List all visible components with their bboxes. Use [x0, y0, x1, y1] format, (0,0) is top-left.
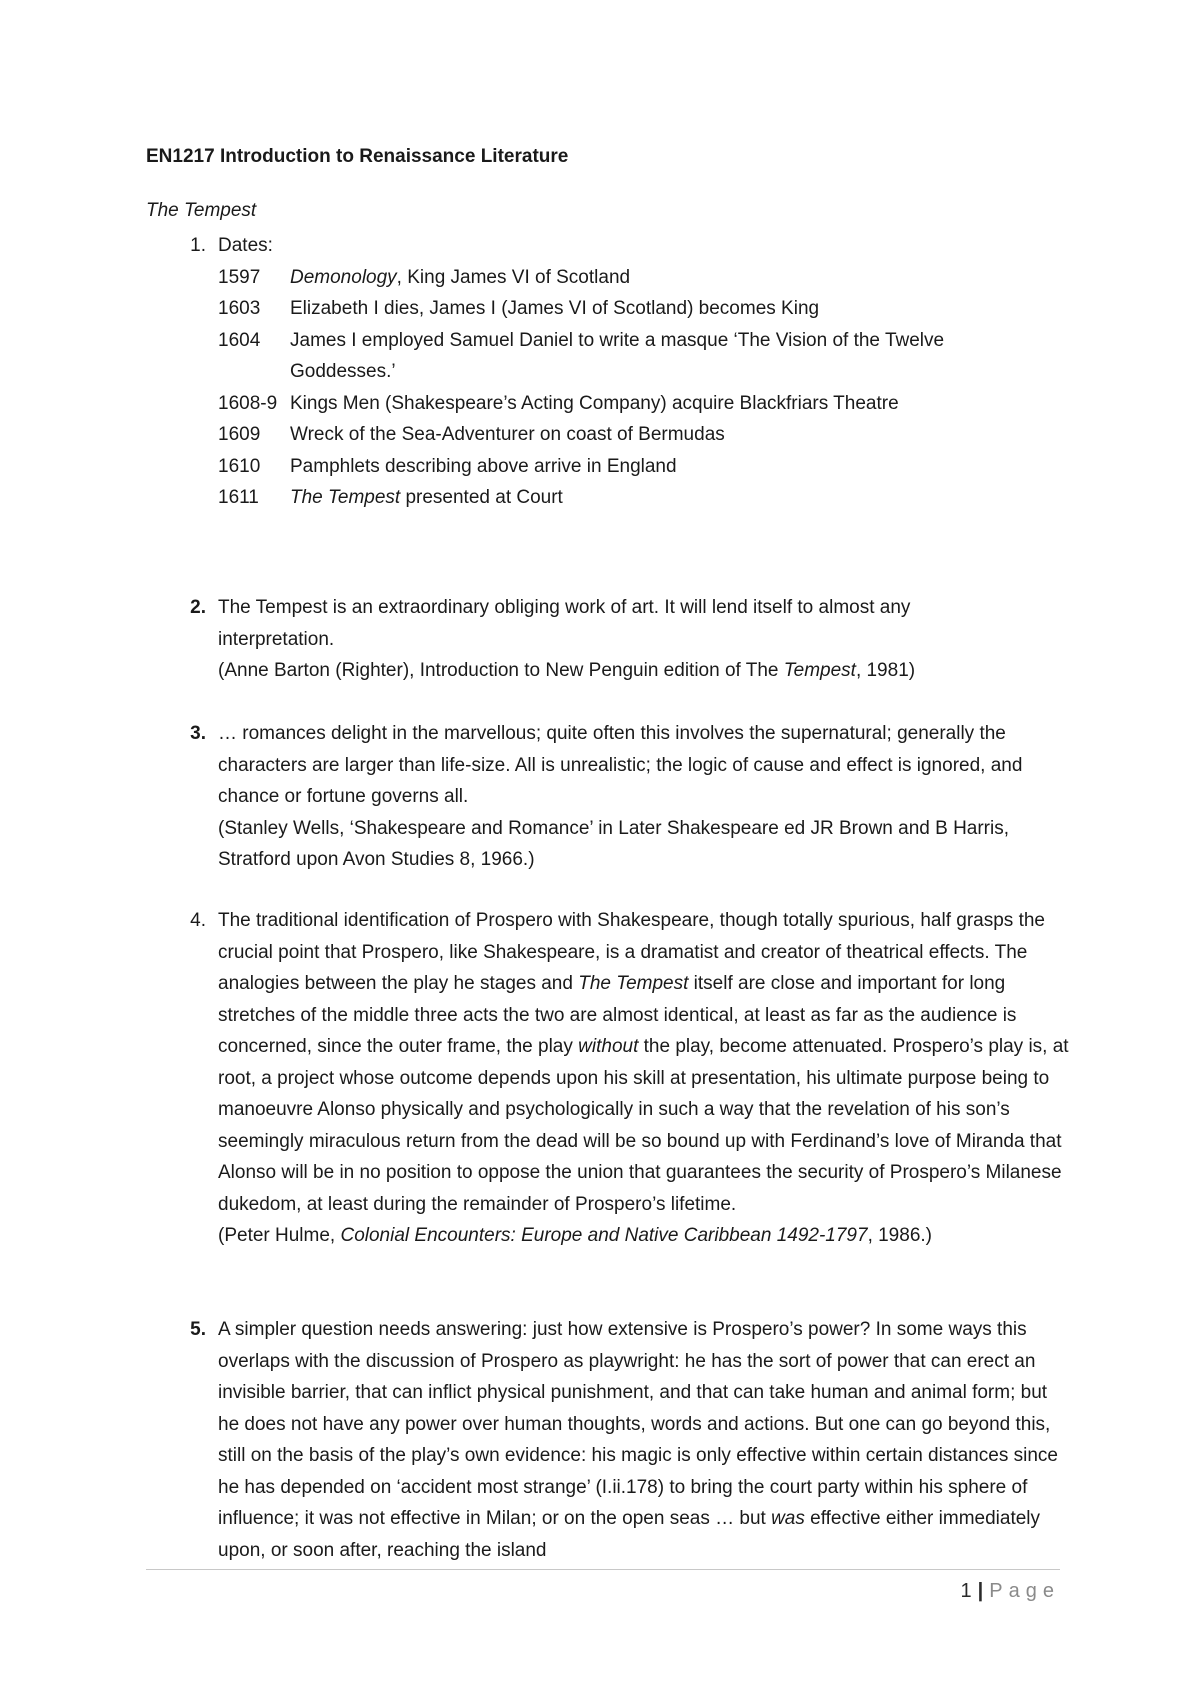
dates-label: Dates:: [218, 235, 273, 256]
date-year: 1611: [218, 487, 259, 508]
date-row: [218, 451, 1068, 483]
item-number: 4.: [190, 910, 206, 931]
date-event-text: Wreck of the Sea-Adventurer on coast of Bermudas: [290, 424, 725, 445]
date-row: [218, 482, 1068, 514]
quote-text: The Tempest is an extraordinary obliging work of art. It will lend itself to almost any interpretation.: [218, 597, 911, 650]
page-footer: [961, 1580, 1060, 1603]
course-title: EN1217 Introduction to Renaissance Literature: [146, 146, 569, 167]
date-year: 1610: [218, 455, 261, 477]
date-row: [218, 262, 1068, 294]
date-event-text: Kings Men (Shakespeare’s Acting Company) acquire Blackfriars Theatre: [290, 392, 899, 414]
date-event-title: The Tempest: [290, 487, 401, 508]
page-number: 1: [960, 1580, 972, 1602]
date-year: 1608-9: [218, 392, 278, 414]
quote-citation: (Stanley Wells, ‘Shakespeare and Romance’ in Later Shakespeare ed JR Brown and B Harris, Stratford upon Avon Studies 8, 1966.): [218, 817, 1010, 870]
item-number: 1.: [190, 235, 206, 256]
date-row: [218, 388, 1068, 420]
date-year: 1597: [218, 266, 261, 288]
date-row: [218, 419, 1068, 451]
dates-table: [218, 262, 1068, 514]
date-event-text: , King James VI of Scotland: [396, 266, 631, 288]
item-number: 5.: [190, 1319, 206, 1340]
date-year: 1603: [218, 298, 261, 319]
date-row: [218, 325, 1068, 388]
item-number: 2.: [190, 597, 206, 618]
quote-citation: (Peter Hulme, Colonial Encounters: Europe and Native Caribbean 1492-1797, 1986.): [218, 1225, 932, 1246]
date-year: 1609: [218, 424, 261, 445]
item-number: 3.: [190, 723, 206, 744]
date-event-text: presented at Court: [400, 487, 563, 508]
footer-separator: |: [977, 1580, 984, 1602]
document-subtitle: The Tempest: [146, 200, 257, 221]
date-year: 1604: [218, 329, 261, 351]
page-label: Page: [989, 1580, 1060, 1602]
date-event-text: Elizabeth I dies, James I (James VI of Scotland) becomes King: [290, 298, 820, 319]
footer-divider: [146, 1569, 1060, 1570]
date-event-title: Demonology: [290, 266, 397, 288]
commentary-text: A simpler question needs answering: just how extensive is Prospero’s power? In some ways this overlaps with the discussion of Prospero as playwright: he has the sort of power that can erect an invisible barrier, that can inflict physical punishment, and that can take human and animal form; but he does not have any power over human thoughts, words and actions. But one can go beyond this, still on the basis of the play’s own evidence: his magic is only effective within certain distances since he has depended on ‘accident most strange’ (I.ii.178) to bring the court party within his sphere of influence; it was not effective in Milan; or on the open seas … but was effective either immediately upon, or soon after, reaching the island: [218, 1319, 1058, 1561]
quote-citation: (Anne Barton (Righter), Introduction to New Penguin edition of The Tempest, 1981): [218, 660, 916, 681]
quote-text: … romances delight in the marvellous; quite often this involves the supernatural; generally the characters are larger than life-size. All is unrealistic; the logic of cause and effect is ignored, and chance or fortune governs all.: [218, 723, 1023, 807]
date-event-text: James I employed Samuel Daniel to write a masque ‘The Vision of the Twelve Goddesses.’: [290, 329, 945, 382]
quote-text: The traditional identification of Prospero with Shakespeare, though totally spurious, half grasps the crucial point that Prospero, like Shakespeare, is a dramatist and creator of theatrical effects. The analogies between the play he stages and The Tempest itself are close and important for long stretches of the middle three acts the two are almost identical, at least as far as the audience is concerned, since the outer frame, the play without the play, become attenuated. Prospero’s play is, at root, a project whose outcome depends upon his skill at presentation, his ultimate purpose being to manoeuvre Alonso physically and psychologically in such a way that the revelation of his son’s seemingly miraculous return from the dead will be so bound up with Ferdinand’s love of Miranda that Alonso will be in no position to oppose the union that guarantees the security of Prospero’s Milanese dukedom, at least during the remainder of Prospero’s lifetime.: [218, 910, 1069, 1215]
date-row: [218, 293, 1068, 325]
date-event-text: Pamphlets describing above arrive in England: [290, 455, 677, 477]
